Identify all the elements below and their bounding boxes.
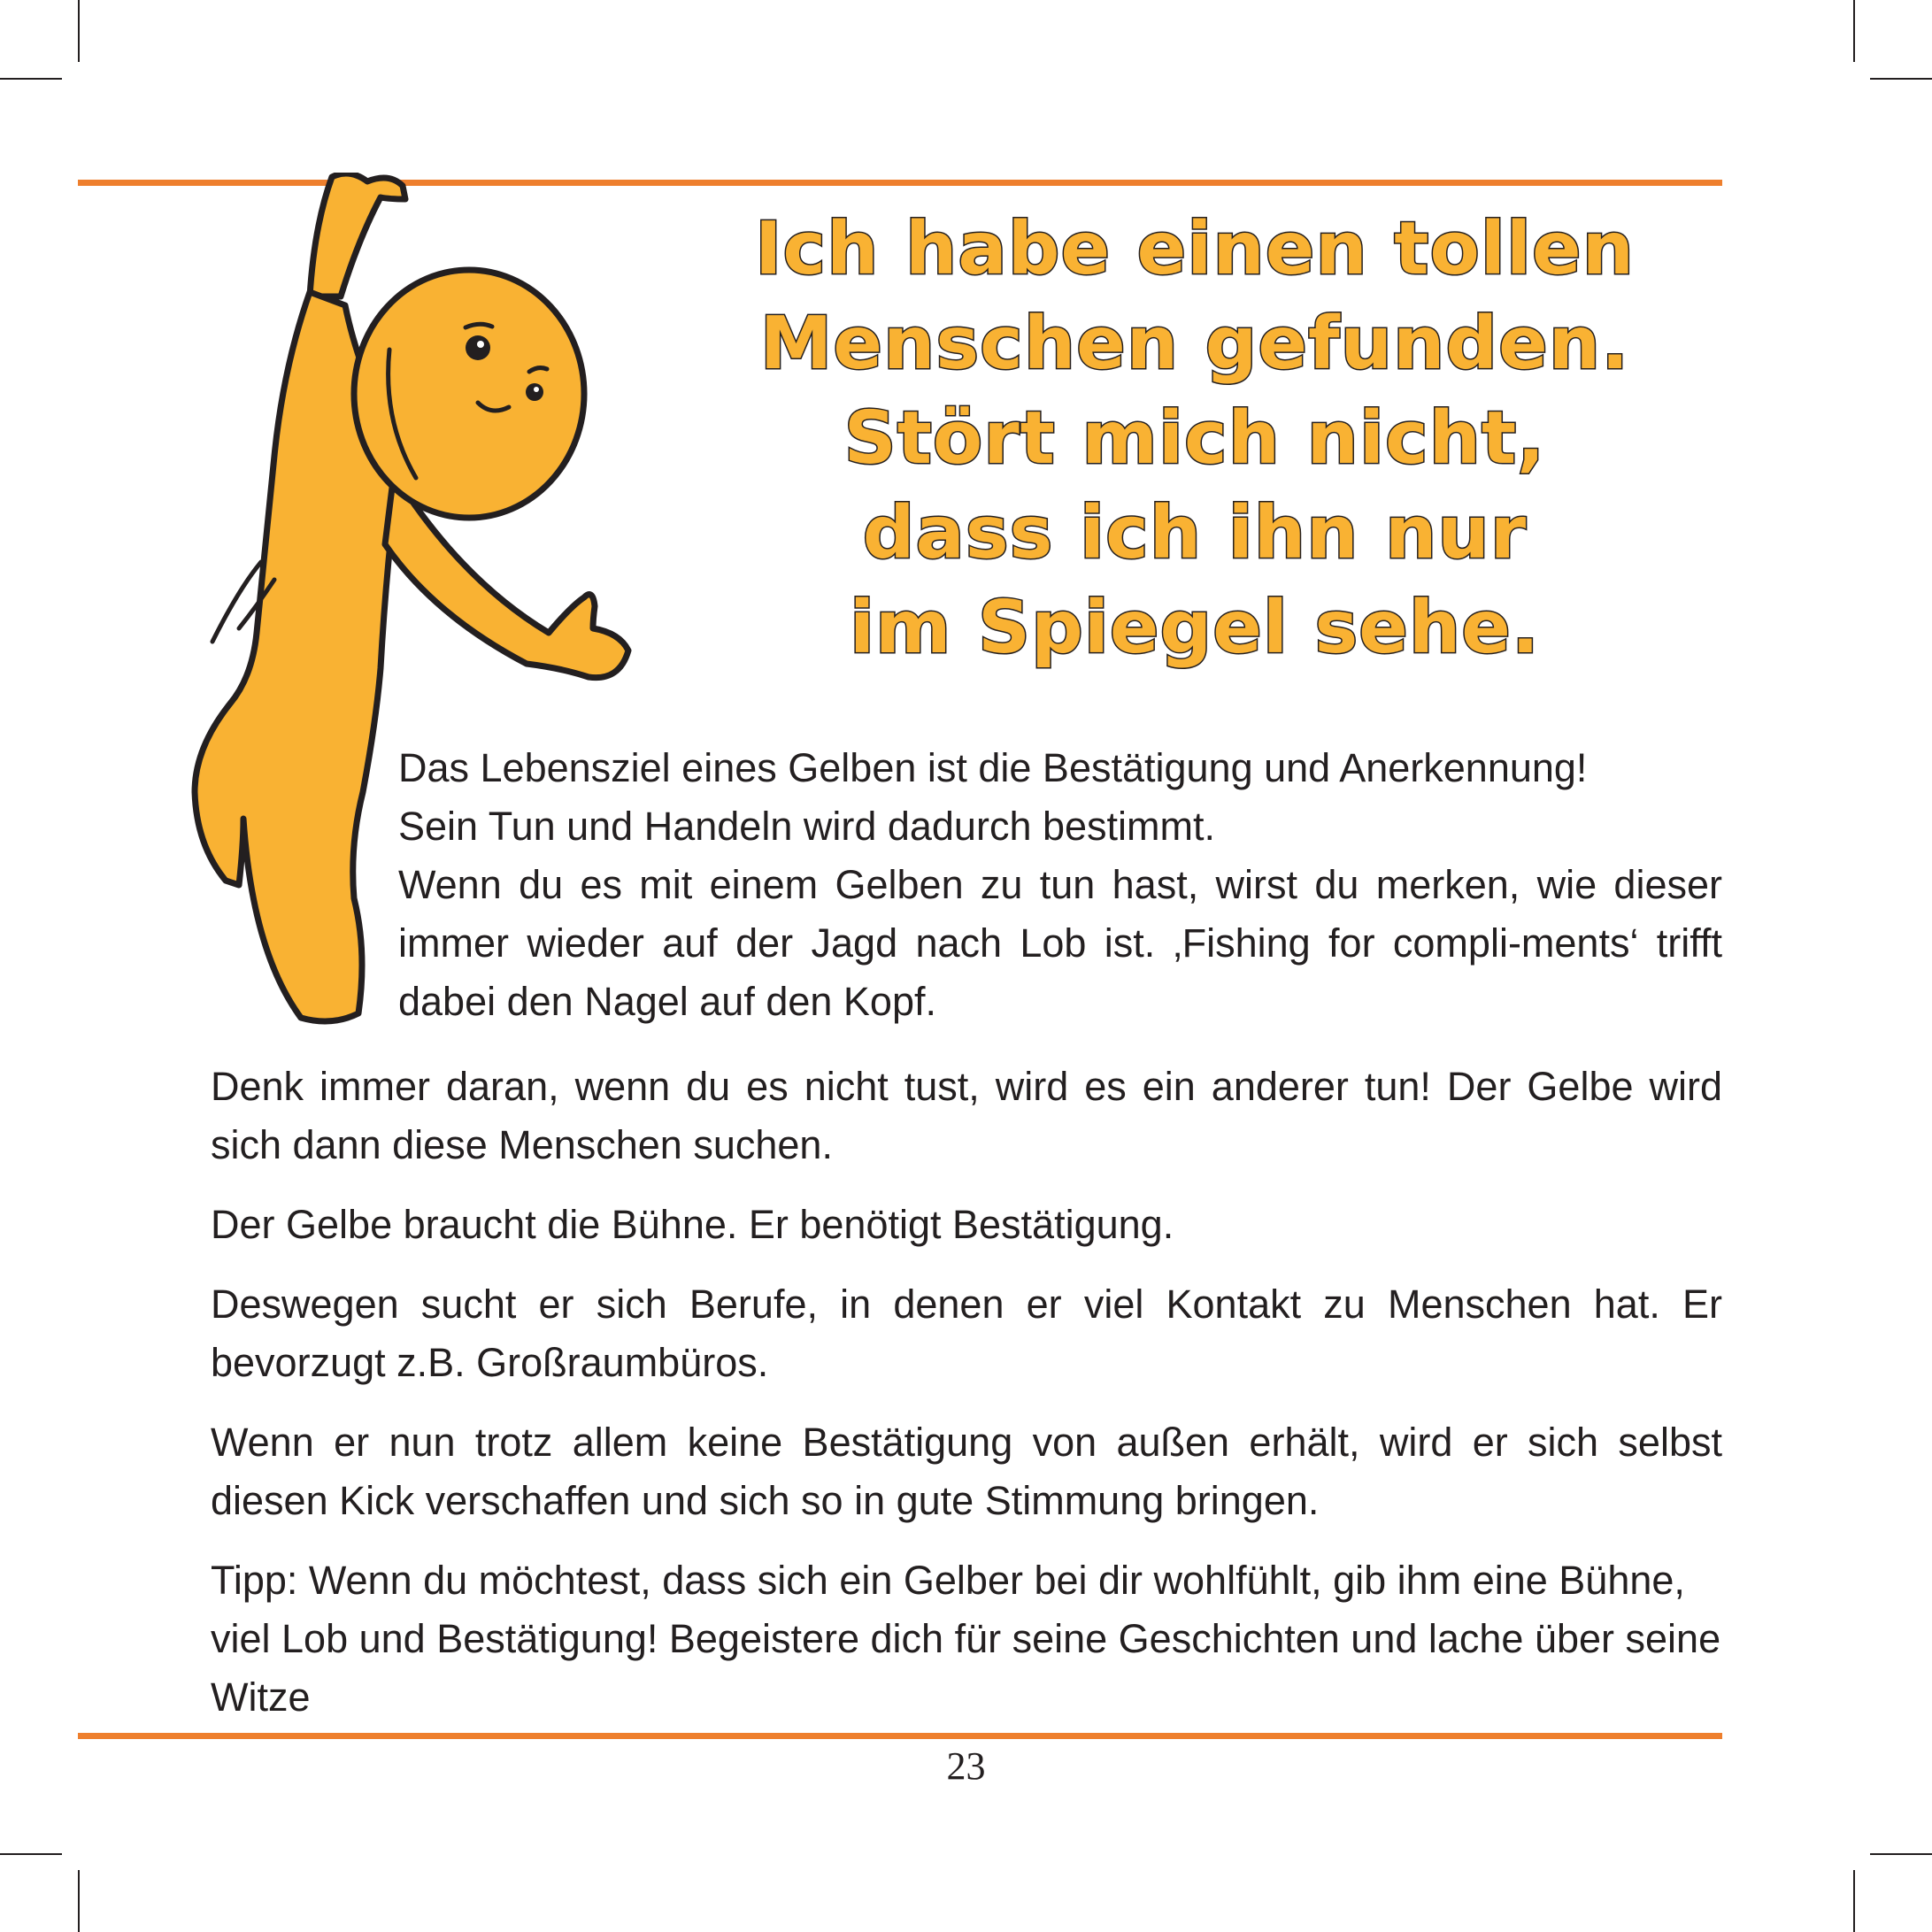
- crop-mark: [78, 1870, 80, 1932]
- paragraph: Denk immer daran, wenn du es nicht tust, wird es ein anderer tun! Der Gelbe wird sich dann diese Menschen suchen.: [211, 1064, 1722, 1167]
- headline-line: Ich habe einen tollen: [755, 207, 1635, 291]
- intro-paragraph: [398, 739, 1722, 1031]
- crop-mark: [1853, 1870, 1855, 1932]
- headline-line: Stört mich nicht,: [843, 396, 1546, 481]
- crop-mark: [1870, 78, 1932, 80]
- intro-line: Sein Tun und Handeln wird dadurch bestimmt.: [398, 804, 1216, 849]
- paragraph: Tipp: Wenn du möchtest, dass sich ein Gelber bei dir wohlfühlt, gib ihm eine Bühne, viel Lob und Bestätigung! Begeistere dich für seine Geschichten und lache über seine Witze: [211, 1558, 1721, 1720]
- paragraph: Der Gelbe braucht die Bühne. Er benötigt Bestätigung.: [211, 1202, 1174, 1247]
- main-text: [211, 1058, 1722, 1748]
- paragraph: Deswegen sucht er sich Berufe, in denen er viel Kontakt zu Menschen hat. Er bevorzugt z.B. Großraumbüros.: [211, 1282, 1722, 1385]
- paragraph: Wenn er nun trotz allem keine Bestätigung von außen erhält, wird er sich selbst diesen Kick verschaffen und sich so in gute Stimmung bringen.: [211, 1420, 1722, 1523]
- page-number: 23: [946, 1744, 986, 1788]
- headline-line: im Spiegel sehe.: [849, 586, 1541, 670]
- intro-line: Wenn du es mit einem Gelben zu tun hast, wirst du merken, wie dieser immer wieder auf der Jagd nach Lob ist. ‚Fishing for compli-ments‘ trifft dabei den Nagel auf den Kopf.: [398, 862, 1722, 1024]
- crop-mark: [0, 1853, 62, 1855]
- headline-line: Menschen gefunden.: [759, 302, 1630, 386]
- crop-mark: [1853, 0, 1855, 62]
- intro-line: Das Lebensziel eines Gelben ist die Bestätigung und Anerkennung!: [398, 745, 1588, 790]
- headline: [726, 202, 1664, 675]
- crop-mark: [1870, 1853, 1932, 1855]
- headline-line: dass ich ihn nur: [862, 491, 1528, 575]
- crop-mark: [78, 0, 80, 62]
- crop-mark: [0, 78, 62, 80]
